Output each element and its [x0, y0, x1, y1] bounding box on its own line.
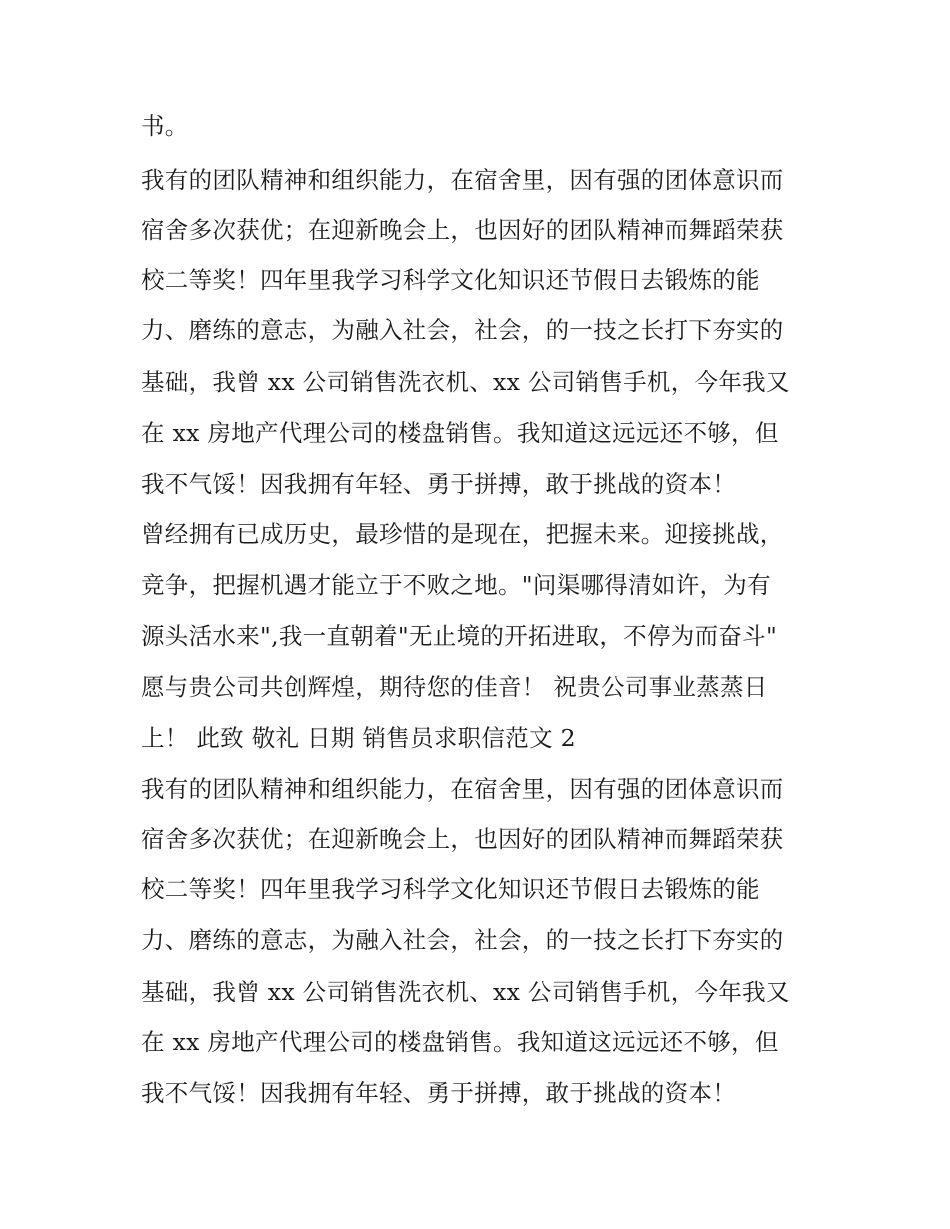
text-line: 力、磨练的意志，为融入社会，社会，的一技之长打下夯实的: [141, 316, 784, 344]
text-line: 宿舍多次获优；在迎新晚会上，也因好的团队精神而舞蹈荣获: [141, 825, 784, 853]
text-line: 在 xx 房地产代理公司的楼盘销售。我知道这远远还不够，但: [141, 1028, 779, 1056]
text-line: 竞争，把握机遇才能立于不败之地。"问渠哪得清如许，为有: [141, 571, 771, 599]
text-line: 校二等奖！四年里我学习科学文化知识还节假日去锻炼的能: [141, 875, 760, 903]
text-line: 力、磨练的意志，为融入社会，社会，的一技之长打下夯实的: [141, 926, 784, 954]
text-line: 源头活水来",我一直朝着"无止境的开拓进取，不停为而奋斗": [141, 622, 778, 650]
text-line: 基础，我曾 xx 公司销售洗衣机、xx 公司销售手机，今年我又: [141, 368, 790, 396]
text-line: 书。: [141, 112, 189, 140]
text-line: 我有的团队精神和组织能力，在宿舍里，因有强的团体意识而: [141, 166, 784, 194]
text-line: 我不气馁！因我拥有年轻、勇于拼搏，敢于挑战的资本！: [141, 1079, 736, 1107]
text-line: 基础，我曾 xx 公司销售洗衣机、xx 公司销售手机，今年我又: [141, 978, 790, 1006]
text-line: 愿与贵公司共创辉煌，期待您的佳音！ 祝贵公司事业蒸蒸日: [141, 673, 768, 701]
text-line: 校二等奖！四年里我学习科学文化知识还节假日去锻炼的能: [141, 266, 760, 294]
text-line: 上！ 此致 敬礼 日期 销售员求职信范文 2: [141, 724, 576, 752]
text-line: 宿舍多次获优；在迎新晚会上，也因好的团队精神而舞蹈荣获: [141, 216, 784, 244]
text-line: 在 xx 房地产代理公司的楼盘销售。我知道这远远还不够，但: [141, 419, 779, 447]
text-line: 我不气馁！因我拥有年轻、勇于拼搏，敢于挑战的资本！: [141, 470, 736, 498]
text-line: 曾经拥有已成历史，最珍惜的是现在，把握未来。迎接挑战，: [141, 520, 784, 548]
text-line: 我有的团队精神和组织能力，在宿舍里，因有强的团体意识而: [141, 775, 784, 803]
